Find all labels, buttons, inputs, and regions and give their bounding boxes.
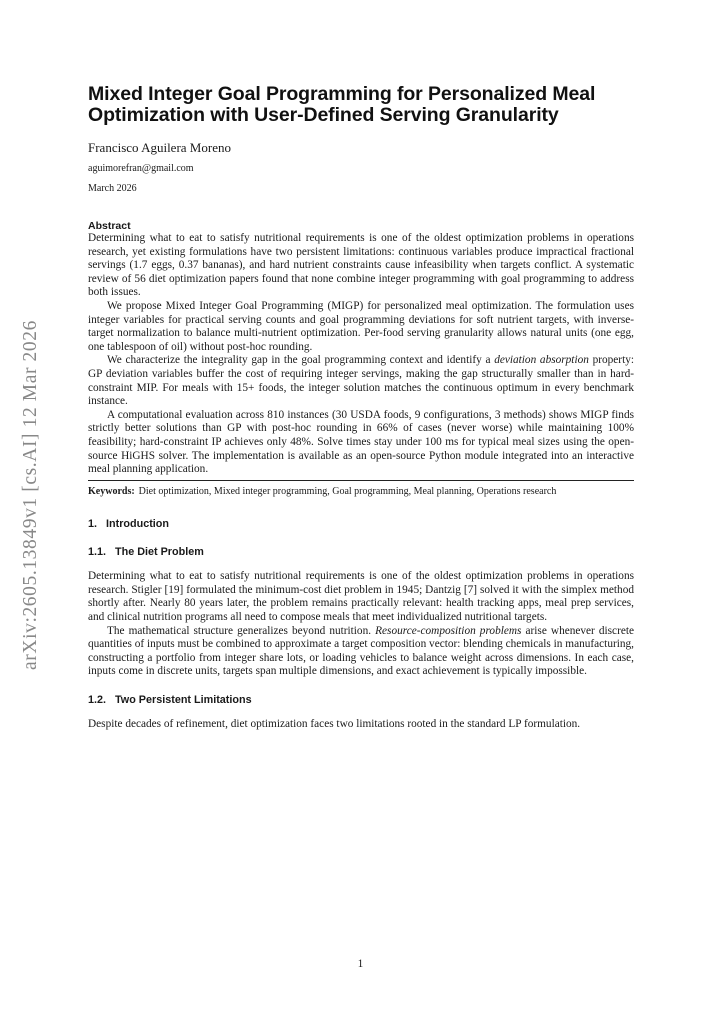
subsection-number: 1.1. [88, 546, 107, 559]
arxiv-identifier: arXiv:2605.13849v1 [cs.AI] 12 Mar 2026 [20, 320, 41, 670]
abstract-paragraph-1: Determining what to eat to satisfy nutritional requirements is one of the oldest optimization problems in operations research, yet existing formulations have two persistent limitations: continuous variables produce impractical fractional servings (1.7 eggs, 0.37 bananas), and hard nutrient constraints cause infeasibility when targets conflict. A systematic review of 56 diet optimization papers found that none combine integer programming with goal programming to address both issues. [88, 232, 634, 299]
diet-problem-paragraph-2 [88, 625, 634, 679]
keywords-label: Keywords: [88, 485, 135, 497]
subsection-title: The Diet Problem [115, 546, 204, 559]
arxiv-sidebar-stamp [16, 300, 46, 690]
diet-problem-paragraph-1: Determining what to eat to satisfy nutritional requirements is one of the oldest optimization problems in operations research. Stigler [19] formulated the minimum-cost diet problem in 1945; Dantzig [7] solved it with the simplex method shortly after. Nearly 80 years later, the problem remains practically relevant: health tracking apps, meal prep services, and clinical nutrition programs all need to compose meals that meet individualized nutritional targets. [88, 570, 634, 623]
subsection-limitations-heading [88, 694, 634, 707]
publication-date: March 2026 [88, 183, 137, 194]
keywords-block [88, 486, 634, 499]
paragraph-start: The mathematical structure generalizes beyond nutrition. [107, 624, 372, 637]
author-email: aguimorefran@gmail.com [88, 163, 194, 174]
emphasized-term: deviation absorption [494, 354, 589, 367]
author-name: Francisco Aguilera Moreno [88, 140, 231, 155]
abstract-paragraph-2: We propose Mixed Integer Goal Programming (MIGP) for personalized meal optimization. The formulation uses integer variables for practical serving counts and goal programming deviations for soft nutrient targets, with inverse-target normalization to balance multi-nutrient optimization. Per-food serving granularity allows natural units (one egg, one tablespoon of oil) without post-hoc rounding. [88, 299, 634, 353]
paper-title: Mixed Integer Goal Programming for Personalized Meal Optimization with User-Defined Serving Granularity [88, 83, 596, 126]
abstract-paragraph-4: A computational evaluation across 810 instances (30 USDA foods, 9 configurations, 3 methods) shows MIGP finds strictly better solutions than GP with post-hoc rounding in 66% of cases (never worse) while maintaining 100% feasibility; hard-constraint IP achieves only 48%. Solve times stay under 100 ms for typical meal sizes using the open-source HiGHS solver. The implementation is available as an open-source Python module integrated into an interactive meal planning application. [88, 408, 634, 476]
section-number: 1. [88, 518, 98, 531]
emphasized-term: Resource-composition problems [375, 624, 522, 637]
abstract-divider [88, 480, 634, 481]
subsection-number: 1.2. [88, 693, 107, 706]
abstract-body [88, 232, 634, 477]
paragraph-rest: arise whenever discrete quantities of inputs must be combined to approximate a target composition vector: blending chemicals in manufacturing, constructing a portfolio from integer share lots, or loading vehicles to balance weight across dimensions. In each case, inputs come in discrete units, targets span multiple dimensions, and exact achievement is typically impossible. [88, 624, 635, 678]
section-title: Introduction [106, 518, 169, 531]
page-number: 1 [357, 958, 364, 970]
subsection-title: Two Persistent Limitations [115, 693, 252, 706]
subsection-diet-problem-heading [88, 546, 634, 559]
abstract-heading: Abstract [88, 220, 131, 232]
section-introduction-heading [88, 518, 634, 531]
limitations-paragraph-1: Despite decades of refinement, diet optimization faces two limitations rooted in the standard LP formulation. [88, 717, 581, 730]
abstract-paragraph-3: We characterize the integrality gap in the goal programming context and identify a deviation absorption property: GP deviation variables buffer the cost of requiring integer servings, making the gap structurally smaller than in hard-constraint MIP. For meals with 15+ foods, the integer solution matches the continuous optimum in every benchmark instance. [88, 354, 634, 408]
paper-content [88, 84, 634, 732]
keywords-text: Diet optimization, Mixed integer programming, Goal programming, Meal planning, Operations research [138, 485, 557, 497]
